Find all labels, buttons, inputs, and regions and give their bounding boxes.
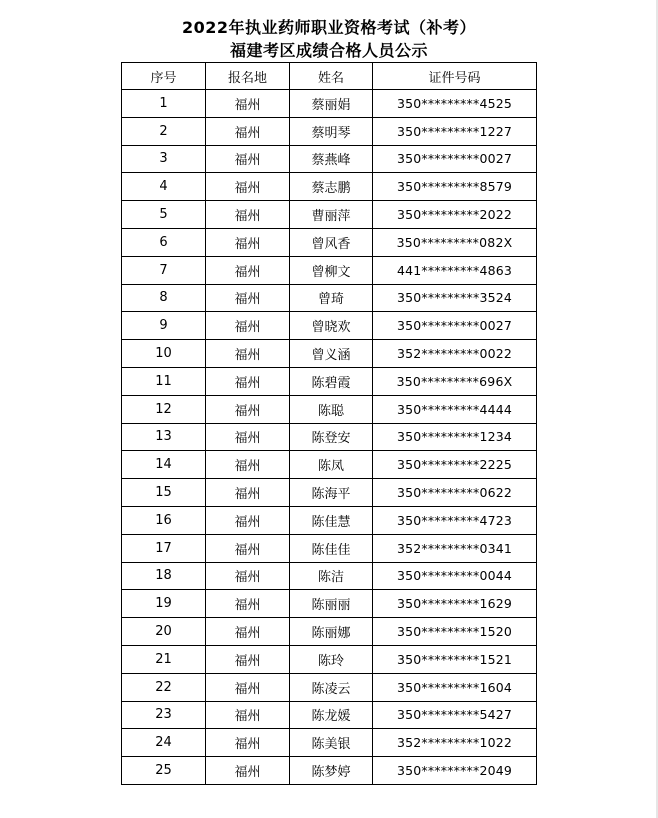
table-row	[122, 173, 537, 201]
cell-number: 21	[122, 645, 206, 673]
cell-name: 陈碧霞	[290, 367, 373, 395]
table-body	[122, 90, 537, 785]
cell-name: 陈龙媛	[290, 701, 373, 729]
cell-location: 福州	[206, 117, 290, 145]
cell-number: 3	[122, 145, 206, 173]
cell-number: 19	[122, 590, 206, 618]
cell-location: 福州	[206, 590, 290, 618]
table-row	[122, 701, 537, 729]
cell-number: 18	[122, 562, 206, 590]
cell-id: 350*********0027	[373, 145, 537, 173]
cell-name: 陈凌云	[290, 673, 373, 701]
roster-table	[121, 62, 537, 785]
cell-id: 350*********1521	[373, 645, 537, 673]
cell-number: 12	[122, 395, 206, 423]
cell-id: 352*********0022	[373, 340, 537, 368]
table-row	[122, 590, 537, 618]
cell-number: 25	[122, 757, 206, 785]
cell-name: 蔡志鹏	[290, 173, 373, 201]
cell-id: 350*********0027	[373, 312, 537, 340]
cell-number: 8	[122, 284, 206, 312]
cell-number: 1	[122, 90, 206, 118]
cell-id: 350*********2049	[373, 757, 537, 785]
table-row	[122, 117, 537, 145]
cell-name: 陈玲	[290, 645, 373, 673]
cell-location: 福州	[206, 423, 290, 451]
cell-number: 11	[122, 367, 206, 395]
table-row	[122, 256, 537, 284]
cell-name: 陈凤	[290, 451, 373, 479]
cell-number: 6	[122, 228, 206, 256]
cell-location: 福州	[206, 645, 290, 673]
cell-number: 7	[122, 256, 206, 284]
cell-name: 陈佳慧	[290, 506, 373, 534]
cell-name: 曾柳文	[290, 256, 373, 284]
header-location: 报名地	[206, 63, 290, 90]
table-row	[122, 618, 537, 646]
cell-id: 350*********5427	[373, 701, 537, 729]
cell-number: 24	[122, 729, 206, 757]
cell-number: 10	[122, 340, 206, 368]
cell-id: 350*********1234	[373, 423, 537, 451]
cell-name: 陈丽丽	[290, 590, 373, 618]
header-id: 证件号码	[373, 63, 537, 90]
cell-number: 4	[122, 173, 206, 201]
cell-location: 福州	[206, 201, 290, 229]
cell-name: 陈海平	[290, 479, 373, 507]
cell-name: 蔡丽娟	[290, 90, 373, 118]
document-subtitle: 福建考区成绩合格人员公示	[229, 41, 428, 60]
table-row	[122, 145, 537, 173]
cell-name: 曾晓欢	[290, 312, 373, 340]
cell-location: 福州	[206, 479, 290, 507]
table-row	[122, 729, 537, 757]
cell-location: 福州	[206, 173, 290, 201]
cell-name: 陈美银	[290, 729, 373, 757]
header-number: 序号	[122, 63, 206, 90]
table-row	[122, 562, 537, 590]
cell-number: 2	[122, 117, 206, 145]
cell-location: 福州	[206, 506, 290, 534]
cell-id: 350*********0044	[373, 562, 537, 590]
cell-location: 福州	[206, 340, 290, 368]
table-row	[122, 451, 537, 479]
cell-location: 福州	[206, 451, 290, 479]
table-row	[122, 340, 537, 368]
cell-location: 福州	[206, 729, 290, 757]
cell-name: 陈丽娜	[290, 618, 373, 646]
cell-name: 陈佳佳	[290, 534, 373, 562]
cell-location: 福州	[206, 90, 290, 118]
cell-number: 23	[122, 701, 206, 729]
cell-id: 350*********3524	[373, 284, 537, 312]
cell-number: 13	[122, 423, 206, 451]
cell-id: 350*********4723	[373, 506, 537, 534]
cell-location: 福州	[206, 145, 290, 173]
table-row	[122, 201, 537, 229]
cell-id: 350*********0622	[373, 479, 537, 507]
cell-location: 福州	[206, 228, 290, 256]
cell-location: 福州	[206, 673, 290, 701]
table-row	[122, 645, 537, 673]
cell-name: 曾琦	[290, 284, 373, 312]
table-header-row	[122, 63, 537, 90]
cell-location: 福州	[206, 312, 290, 340]
cell-name: 蔡明琴	[290, 117, 373, 145]
cell-name: 陈登安	[290, 423, 373, 451]
cell-location: 福州	[206, 284, 290, 312]
cell-name: 曹丽萍	[290, 201, 373, 229]
table-row	[122, 395, 537, 423]
table-row	[122, 673, 537, 701]
table-row	[122, 312, 537, 340]
cell-id: 350*********4444	[373, 395, 537, 423]
table-row	[122, 479, 537, 507]
cell-id: 350*********2022	[373, 201, 537, 229]
cell-number: 5	[122, 201, 206, 229]
document-title: 2022年执业药师职业资格考试（补考）	[181, 18, 477, 37]
cell-id: 350*********1520	[373, 618, 537, 646]
table-row	[122, 534, 537, 562]
cell-id: 350*********082X	[373, 228, 537, 256]
cell-location: 福州	[206, 757, 290, 785]
table-row	[122, 423, 537, 451]
cell-id: 350*********1629	[373, 590, 537, 618]
cell-id: 350*********696X	[373, 367, 537, 395]
cell-number: 16	[122, 506, 206, 534]
cell-location: 福州	[206, 367, 290, 395]
cell-number: 14	[122, 451, 206, 479]
cell-name: 曾义涵	[290, 340, 373, 368]
cell-name: 蔡燕峰	[290, 145, 373, 173]
cell-location: 福州	[206, 256, 290, 284]
table-row	[122, 284, 537, 312]
cell-number: 20	[122, 618, 206, 646]
cell-name: 陈聪	[290, 395, 373, 423]
cell-name: 陈洁	[290, 562, 373, 590]
cell-id: 350*********1604	[373, 673, 537, 701]
table-row	[122, 757, 537, 785]
cell-id: 350*********2225	[373, 451, 537, 479]
cell-location: 福州	[206, 395, 290, 423]
cell-number: 22	[122, 673, 206, 701]
table-row	[122, 90, 537, 118]
cell-location: 福州	[206, 618, 290, 646]
cell-name: 陈梦婷	[290, 757, 373, 785]
cell-location: 福州	[206, 701, 290, 729]
cell-number: 15	[122, 479, 206, 507]
cell-id: 352*********0341	[373, 534, 537, 562]
cell-location: 福州	[206, 562, 290, 590]
cell-number: 9	[122, 312, 206, 340]
cell-id: 441*********4863	[373, 256, 537, 284]
table-row	[122, 367, 537, 395]
cell-location: 福州	[206, 534, 290, 562]
cell-number: 17	[122, 534, 206, 562]
table-row	[122, 228, 537, 256]
header-name: 姓名	[290, 63, 373, 90]
cell-id: 350*********4525	[373, 90, 537, 118]
cell-name: 曾风香	[290, 228, 373, 256]
cell-id: 350*********1227	[373, 117, 537, 145]
cell-id: 352*********1022	[373, 729, 537, 757]
cell-id: 350*********8579	[373, 173, 537, 201]
table-row	[122, 506, 537, 534]
